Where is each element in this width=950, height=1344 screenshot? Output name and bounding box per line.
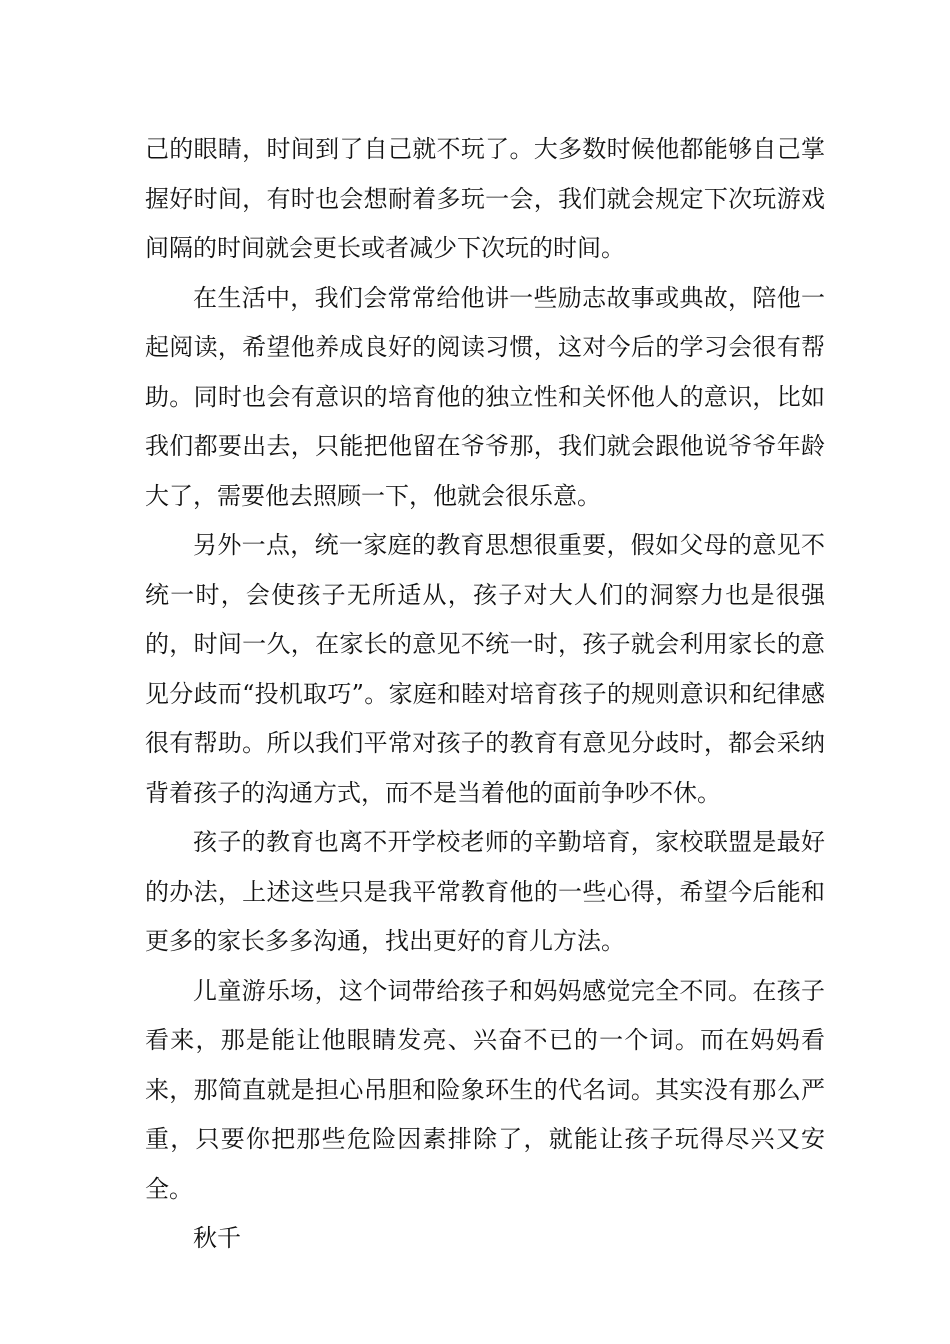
section-heading-swing: 秋千 — [193, 1224, 241, 1252]
paragraph-3: 另外一点，统一家庭的教育思想很重要，假如父母的意见不统一时，会使孩子无所适从，孩子对大人们的洞察力也是很强的，时间一久，在家长的意见不统一时，孩子就会利用家长的意见分歧而“投机取巧”。家庭和睦对培育孩子的规则意识和纪律感很有帮助。所以我们平常对孩子的教育有意见分歧时，都会采纳背着孩子的沟通方式，而不是当着他的面前争吵不休。 — [145, 531, 825, 807]
document-body — [145, 125, 825, 1264]
paragraph-4: 孩子的教育也离不开学校老师的辛勤培育，家校联盟是最好的办法，上述这些只是我平常教育他的一些心得，希望今后能和更多的家长多多沟通，找出更好的育儿方法。 — [145, 828, 825, 955]
paragraph-1: 己的眼睛，时间到了自己就不玩了。大多数时候他都能够自己掌握好时间，有时也会想耐着多玩一会，我们就会规定下次玩游戏间隔的时间就会更长或者减少下次玩的时间。 — [145, 135, 825, 262]
paragraph-5: 儿童游乐场，这个词带给孩子和妈妈感觉完全不同。在孩子看来，那是能让他眼睛发亮、兴奋不已的一个词。而在妈妈看来，那简直就是担心吊胆和险象环生的代名词。其实没有那么严重，只要你把那些危险因素排除了，就能让孩子玩得尽兴又安全。 — [145, 976, 825, 1203]
paragraph-2: 在生活中，我们会常常给他讲一些励志故事或典故，陪他一起阅读，希望他养成良好的阅读习惯，这对今后的学习会很有帮助。同时也会有意识的培育他的独立性和关怀他人的意识，比如我们都要出去，只能把他留在爷爷那，我们就会跟他说爷爷年龄大了，需要他去照顾一下，他就会很乐意。 — [145, 283, 825, 510]
